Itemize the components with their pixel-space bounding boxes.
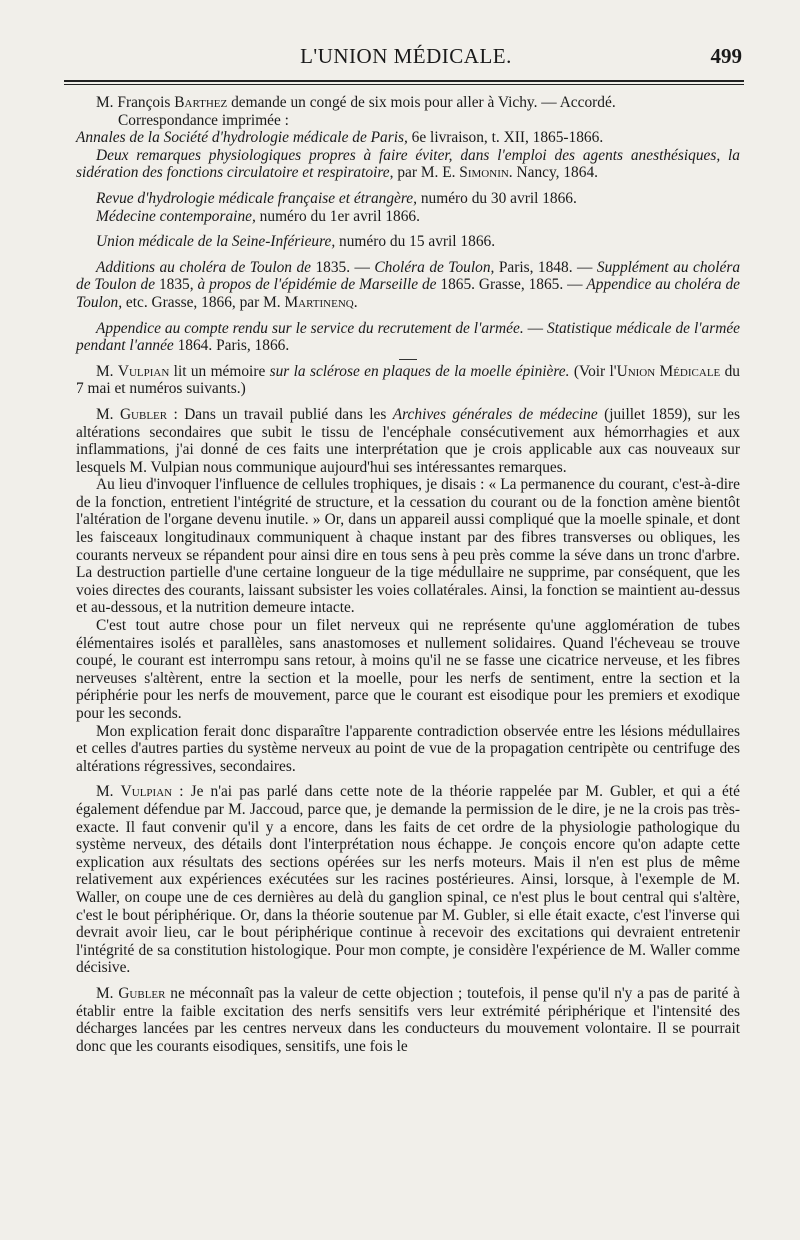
text-run: M. [96, 783, 121, 801]
text-run: : Je n'ai pas parlé dans cette note de la théorie rappelée par M. Gubler, et qui a été également défendue par M. Jaccoud, parce que, je demande la permission de le dire, je ne la crois pas très-exacte. Il faut convenir qu'il y a encore, dans les faits de cet ordre de la physiologie pathologique du système nerveux, des détails dont l'interprétation nous échappe. Je conçois encore qu'on adapte cette explication aux résultats des sections opérées sur les nerfs moteurs. Mais il n'en est plus de même relativement aux expériences exécutées sur les racines postérieures. Ainsi, lorsque, à l'exemple de M. Waller, on coupe une de ces dernières au delà du ganglion spinal, ce n'est plus le bout central qui s'altère, c'est le bout périphérique. Or, dans la théorie soutenue par M. Gubler, si elle était exacte, c'est l'inverse qui devrait avoir lieu, car le bout périphérique continue à recevoir des excitations qui devraient entretenir l'intégrité de sa constitution histologique. Pour mon compte, je considère l'expérience de M. Waller comme décisive. [76, 783, 740, 977]
italic-run: Médecine contemporaine, [96, 207, 256, 225]
smallcaps-name: Vulpian [120, 783, 173, 801]
italic-run: Statistique médicale de l'armée pendant l'année [76, 319, 740, 355]
italic-run: à propos de l'épidémie de Marseille de [197, 276, 437, 294]
text-run: . [353, 293, 358, 311]
text-run: 1865. Grasse, 1865. — [436, 276, 587, 294]
paragraph-deux-remarques [76, 147, 740, 182]
text-run: (Voir l' [569, 362, 617, 380]
italic-run: Choléra de Toulon, [374, 258, 495, 276]
text-run: Au lieu d'invoquer l'influence de cellules trophiques, je disais : « La permanence du courant, c'est-à-dire de la fonction, entretient l'intégrité de structure, et la cessation du courant ou de la fonction amène bientôt l'altération de l'organe devenu inutile. » Or, dans un appareil aussi compliqué que la moelle spinale, et dont les faisceaux longitudinaux communiquent à chaque instant par des fibres transverses ou obliques, les courants nerveux se répandent pour ainsi dire en tous sens à peu près comme la séve dans un tronc d'arbre. La destruction partielle d'une certaine longueur de la tige médullaire ne supprime, par conséquent, que les voies directes des courants, laissant subsister les voies collatérales. Ainsi, la fonction se maintient au-dessus et au-dessous, et la nutrition demeure intacte. [76, 476, 740, 617]
smallcaps-name: Union Médicale [616, 362, 721, 380]
text-run: 1835, [155, 276, 198, 294]
italic-run: Deux remarques physiologiques propres à faire éviter, dans l'emploi des agents anesthésiques, la sidération des fonctions circulatoire et respiratoire [76, 146, 740, 182]
smallcaps-name: Barthez [174, 94, 228, 111]
paragraph-revue-hydrologie [76, 190, 740, 208]
text-run: C'est tout autre chose pour un filet nerveux qui ne représente qu'une agglomération de tubes élémentaires isolés et parallèles, sans anastomoses et nullement solidaires. Quand l'écheveau se trouve coupé, le courant est interrompu sans retour, à moins qu'il ne se fasse une cicatrice nerveuse, et les fibres nerveuses s'altèrent, entre la section et la moelle, pour les nerfs de sentiment, entre la section et la périphérie pour les nerfs de mouvement, parce que le courant est eisodique pour les premiers et exodique pour les seconds. [76, 617, 740, 722]
text-run: Correspondance imprimée : [118, 111, 289, 129]
text-run: numéro du 1er avril 1866. [255, 207, 420, 225]
italic-run: Additions au choléra de Toulon de [96, 258, 311, 276]
paragraph-filet-nerveux [76, 617, 740, 723]
section-divider [399, 359, 417, 360]
text-run: Mon explication ferait donc disparaître l'apparente contradiction observée entre les lésions médullaires et celles d'autres parties du système nerveux au point de vue de la propagation centripète ou centrifuge des altérations régressives, secondaires. [76, 722, 740, 775]
text-run: M. [96, 362, 118, 380]
paragraph-gubler-objection [76, 985, 740, 1055]
text-run: Paris, 1848. — [494, 258, 597, 276]
page-header [70, 44, 742, 76]
smallcaps-name: Vulpian [117, 362, 170, 380]
paragraph-annales [76, 129, 740, 147]
smallcaps-name: Gubler [119, 405, 168, 423]
italic-run: Union médicale de la Seine-Inférieure, [96, 233, 336, 251]
page-number: 499 [710, 44, 742, 68]
text-run: du 7 mai et numéros suivants.) [76, 362, 740, 398]
text-run: . Nancy, 1864. [508, 164, 598, 182]
paragraph-vulpian-reply [76, 783, 740, 977]
running-title: L'UNION MÉDICALE. [300, 44, 512, 68]
italic-run: sur la sclérose en plaques de la moelle épinière. [269, 362, 570, 380]
text-run: M. [96, 984, 119, 1002]
text-run: numéro du 30 avril 1866. [416, 189, 577, 207]
paragraph-cholera-toulon [76, 259, 740, 312]
paragraph-explication [76, 723, 740, 776]
text-run: 6e livraison, t. XII, 1865-1866. [407, 129, 604, 147]
text-run: demande un congé de six mois pour aller à Vichy. — Accordé. [227, 94, 616, 111]
smallcaps-name: Simonin [459, 164, 509, 182]
italic-run: Appendice au choléra de Toulon, [76, 276, 740, 311]
text-run: 1864. Paris, 1866. [173, 337, 290, 355]
text-run: numéro du 15 avril 1866. [335, 233, 496, 251]
smallcaps-name: Gubler [118, 984, 166, 1002]
paragraph-gubler-remarks [76, 406, 740, 476]
paragraph-appendice-recrutement [76, 320, 740, 355]
text-run: etc. Grasse, 1866, par M. [122, 293, 285, 311]
article-body [76, 94, 740, 1055]
header-rule-thin [64, 84, 744, 85]
paragraph-correspondence-heading [76, 112, 740, 130]
paragraph-medecine-contemporaine [76, 208, 740, 226]
italic-run: Archives générales de médecine [392, 405, 598, 423]
italic-run: Supplément au choléra de Toulon de [76, 258, 741, 294]
header-rule [64, 80, 744, 82]
italic-run: Appendice au compte rendu sur le service du recrutement de l'armée. [96, 319, 524, 337]
paragraph-union-medicale-seine [76, 233, 740, 251]
text-run: — [523, 319, 548, 337]
paragraph-vulpian-memoire [76, 363, 740, 398]
smallcaps-name: Martinenq [284, 293, 354, 311]
text-run: : Dans un travail publié dans les [167, 405, 393, 423]
text-run: lit un mémoire [169, 362, 270, 380]
text-run: ne méconnaît pas la valeur de cette objection ; toutefois, il pense qu'il n'y a pas de parité à établir entre la faible excitation des nerfs sensitifs vers leur extrémité périphérique et l'intensité des décharges lancées par les centres nerveux dans les conducteurs du mouvement volontaire. Il se pourrait donc que les courants eisodiques, sensitifs, une fois le [76, 984, 740, 1055]
paragraph-cellules-trophiques [76, 476, 740, 617]
text-run: , par M. E. [389, 164, 460, 182]
text-run: (juillet 1859), sur les altérations secondaires que subit le tissu de l'encéphale consécutivement aux hémorrhagies et aux inflammations, j'ai donné de ces faits une interprétation que je crois applicable aux cas nouveaux sur lesquels M. Vulpian nous communique aujourd'hui ses intéressantes remarques. [76, 405, 740, 476]
text-run: 1835. — [310, 258, 375, 276]
italic-run: Revue d'hydrologie médicale française et étrangère, [96, 189, 417, 207]
text-run: M. [96, 405, 120, 423]
text-run: M. François [96, 94, 175, 111]
italic-run: Annales de la Société d'hydrologie médicale de Paris, [76, 129, 408, 147]
paragraph-leave-request [76, 94, 740, 112]
